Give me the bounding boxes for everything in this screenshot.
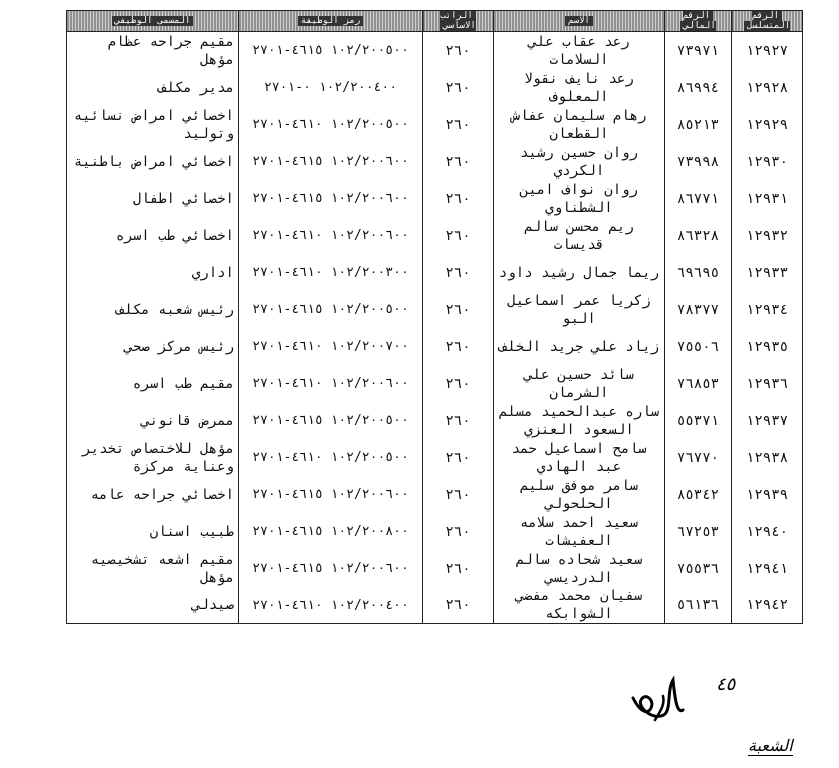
emp-no-cell: ٧٦٨٥٣ <box>665 365 732 402</box>
name-cell: سائد حسين علي الشرمان <box>494 365 665 402</box>
emp-no-cell: ٥٥٣٧١ <box>665 402 732 439</box>
seq-cell: ١٢٩٢٨ <box>732 69 803 106</box>
name-cell: سعيد احمد سلامه العفيشات <box>494 513 665 550</box>
seq-cell: ١٢٩٣٠ <box>732 143 803 180</box>
table-row <box>67 69 803 106</box>
job-code-cell: ١٠٢/٢٠٠٥٠٠ ٤٦١٥-٢٧٠١ <box>239 291 423 328</box>
job-title-cell: اخصائي امراض باطنية <box>67 143 239 180</box>
seq-cell: ١٢٩٣٦ <box>732 365 803 402</box>
header-emp-no: الرقم المالي <box>665 11 732 32</box>
initials-mark: ٤٥ <box>716 674 736 695</box>
table-body <box>67 32 803 624</box>
table-row <box>67 254 803 291</box>
job-title-cell: طبيب اسنان <box>67 513 239 550</box>
grade-cell: ٢٦٠ <box>423 106 494 143</box>
seq-cell: ١٢٩٢٩ <box>732 106 803 143</box>
emp-no-cell: ٧٥٥٠٦ <box>665 328 732 365</box>
stamp-label: الشعبة <box>748 736 793 755</box>
grade-cell: ٢٦٠ <box>423 143 494 180</box>
job-code-cell: ١٠٢/٢٠٠٥٠٠ ٤٦١٥-٢٧٠١ <box>239 402 423 439</box>
header-title: المسمى الوظيفي <box>67 11 239 32</box>
table-row <box>67 587 803 624</box>
emp-no-cell: ٦٩٦٩٥ <box>665 254 732 291</box>
table-row <box>67 217 803 254</box>
job-title-cell: اخصائي جراحه عامه <box>67 476 239 513</box>
header-grade: الراتب الاساسي <box>423 11 494 32</box>
seq-cell: ١٢٩٣٤ <box>732 291 803 328</box>
table-row <box>67 106 803 143</box>
seq-cell: ١٢٩٤٠ <box>732 513 803 550</box>
grade-cell: ٢٦٠ <box>423 513 494 550</box>
grade-cell: ٢٦٠ <box>423 32 494 70</box>
grade-cell: ٢٦٠ <box>423 328 494 365</box>
job-title-cell: مقيم طب اسره <box>67 365 239 402</box>
table-row <box>67 180 803 217</box>
grade-cell: ٢٦٠ <box>423 476 494 513</box>
job-code-cell: ١٠٢/٢٠٠٨٠٠ ٤٦١٥-٢٧٠١ <box>239 513 423 550</box>
grade-cell: ٢٦٠ <box>423 254 494 291</box>
seq-cell: ١٢٩٣٢ <box>732 217 803 254</box>
table-header-row <box>67 11 803 32</box>
name-cell: زكريا عمر اسماعيل البو <box>494 291 665 328</box>
job-title-cell: مؤهل للاختصاص تخدير وعناية مركزة <box>67 439 239 476</box>
seq-cell: ١٢٩٣٣ <box>732 254 803 291</box>
grade-cell: ٢٦٠ <box>423 587 494 624</box>
seq-cell: ١٢٩٣١ <box>732 180 803 217</box>
seq-cell: ١٢٩٣٧ <box>732 402 803 439</box>
employee-table-sheet <box>66 10 802 624</box>
job-title-cell: اداري <box>67 254 239 291</box>
table-row <box>67 439 803 476</box>
seq-cell: ١٢٩٣٩ <box>732 476 803 513</box>
job-code-cell: ١٠٢/٢٠٠٥٠٠ ٤٦١٥-٢٧٠١ <box>239 32 423 70</box>
job-code-cell: ١٠٢/٢٠٠٦٠٠ ٤٦١٠-٢٧٠١ <box>239 365 423 402</box>
grade-cell: ٢٦٠ <box>423 291 494 328</box>
table-row <box>67 402 803 439</box>
emp-no-cell: ٧٨٣٧٧ <box>665 291 732 328</box>
emp-no-cell: ٧٣٩٩٨ <box>665 143 732 180</box>
name-cell: سامر موفق سليم الحلحولي <box>494 476 665 513</box>
name-cell: سفيان محمد مفضي الشوابكه <box>494 587 665 624</box>
emp-no-cell: ٦٧٢٥٣ <box>665 513 732 550</box>
table-row <box>67 550 803 587</box>
table-row <box>67 143 803 180</box>
emp-no-cell: ٨٦٩٩٤ <box>665 69 732 106</box>
job-code-cell: ١٠٢/٢٠٠٦٠٠ ٤٦١٥-٢٧٠١ <box>239 550 423 587</box>
header-code: رمز الوظيفة <box>239 11 423 32</box>
grade-cell: ٢٦٠ <box>423 550 494 587</box>
job-title-cell: اخصائي اطفال <box>67 180 239 217</box>
grade-cell: ٢٦٠ <box>423 180 494 217</box>
seq-cell: ١٢٩٤١ <box>732 550 803 587</box>
seq-cell: ١٢٩٣٨ <box>732 439 803 476</box>
grade-cell: ٢٦٠ <box>423 217 494 254</box>
job-title-cell: اخصائي طب اسره <box>67 217 239 254</box>
name-cell: ساره عبدالحميد مسلم السعود العنزي <box>494 402 665 439</box>
name-cell: سعيد شحاده سالم الدرديسي <box>494 550 665 587</box>
name-cell: ريم محسن سالم قديسات <box>494 217 665 254</box>
job-title-cell: رئيس شعبه مكلف <box>67 291 239 328</box>
job-code-cell: ١٠٢/٢٠٠٣٠٠ ٤٦١٠-٢٧٠١ <box>239 254 423 291</box>
emp-no-cell: ٨٦٣٢٨ <box>665 217 732 254</box>
grade-cell: ٢٦٠ <box>423 402 494 439</box>
table-row <box>67 32 803 70</box>
header-seq: الرقم المتسلسل <box>732 11 803 32</box>
name-cell: روان نواف امين الشطناوي <box>494 180 665 217</box>
seq-cell: ١٢٩٢٧ <box>732 32 803 70</box>
emp-no-cell: ٥٦١٣٦ <box>665 587 732 624</box>
job-title-cell: مدير مكلف <box>67 69 239 106</box>
job-title-cell: ممرض قانوني <box>67 402 239 439</box>
job-code-cell: ١٠٢/٢٠٠٥٠٠ ٤٦١٠-٢٧٠١ <box>239 106 423 143</box>
job-title-cell: رئيس مركز صحي <box>67 328 239 365</box>
emp-no-cell: ٨٦٧٧١ <box>665 180 732 217</box>
job-code-cell: ١٠٢/٢٠٠٧٠٠ ٤٦١٠-٢٧٠١ <box>239 328 423 365</box>
table-row <box>67 365 803 402</box>
name-cell: ريما جمال رشيد داود <box>494 254 665 291</box>
emp-no-cell: ٧٣٩٧١ <box>665 32 732 70</box>
job-code-cell: ١٠٢/٢٠٠٦٠٠ ٤٦١٠-٢٧٠١ <box>239 217 423 254</box>
table-row <box>67 476 803 513</box>
job-title-cell: مقيم جراحه عظام مؤهل <box>67 32 239 70</box>
job-code-cell: ١٠٢/٢٠٠٦٠٠ ٤٦١٥-٢٧٠١ <box>239 476 423 513</box>
emp-no-cell: ٨٥٢١٣ <box>665 106 732 143</box>
grade-cell: ٢٦٠ <box>423 439 494 476</box>
employee-table <box>66 10 803 624</box>
job-code-cell: ١٠٢/٢٠٠٤٠٠ ٠-٢٧٠١ <box>239 69 423 106</box>
name-cell: سامح اسماعيل حمد عبد الهادي <box>494 439 665 476</box>
job-code-cell: ١٠٢/٢٠٠٦٠٠ ٤٦١٥-٢٧٠١ <box>239 180 423 217</box>
name-cell: زياد علي جريد الخلف <box>494 328 665 365</box>
table-row <box>67 513 803 550</box>
emp-no-cell: ٧٦٧٧٠ <box>665 439 732 476</box>
header-name: الاسم <box>494 11 665 32</box>
table-row <box>67 291 803 328</box>
signature-mark <box>625 670 695 730</box>
seq-cell: ١٢٩٣٥ <box>732 328 803 365</box>
grade-cell: ٢٦٠ <box>423 365 494 402</box>
emp-no-cell: ٧٥٥٣٦ <box>665 550 732 587</box>
grade-cell: ٢٦٠ <box>423 69 494 106</box>
name-cell: رهام سليمان عفاش القطعان <box>494 106 665 143</box>
job-title-cell: مقيم اشعه تشخيصيه مؤهل <box>67 550 239 587</box>
table-row <box>67 328 803 365</box>
name-cell: رعد عقاب علي السلامات <box>494 32 665 70</box>
job-code-cell: ١٠٢/٢٠٠٦٠٠ ٤٦١٥-٢٧٠١ <box>239 143 423 180</box>
name-cell: روان حسين رشيد الكردي <box>494 143 665 180</box>
job-title-cell: اخصائي امراض نسائيه وتوليد <box>67 106 239 143</box>
job-code-cell: ١٠٢/٢٠٠٥٠٠ ٤٦١٠-٢٧٠١ <box>239 439 423 476</box>
job-code-cell: ١٠٢/٢٠٠٤٠٠ ٤٦١٠-٢٧٠١ <box>239 587 423 624</box>
seq-cell: ١٢٩٤٢ <box>732 587 803 624</box>
job-title-cell: صيدلي <box>67 587 239 624</box>
emp-no-cell: ٨٥٣٤٢ <box>665 476 732 513</box>
name-cell: رعد نايف نقولا المعلوف <box>494 69 665 106</box>
